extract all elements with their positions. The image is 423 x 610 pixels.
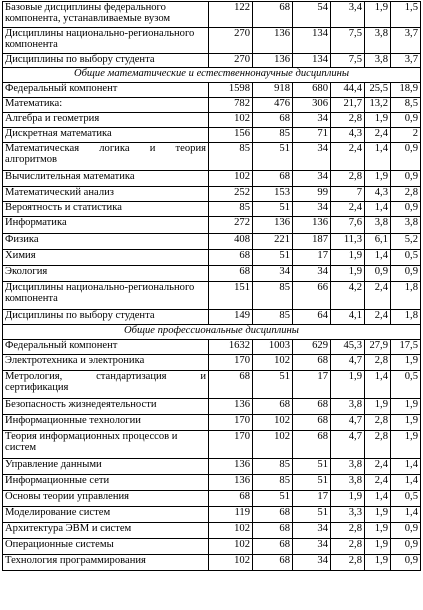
hours-classroom-cell: 85 <box>253 310 293 325</box>
credits-classroom-cell: 2,8 <box>365 355 391 371</box>
discipline-name: Основы теории управления <box>3 491 209 507</box>
hours-total-cell: 136 <box>209 399 253 415</box>
hours-classroom-cell: 153 <box>253 187 293 202</box>
credits-self-study-cell: 1,8 <box>391 282 421 310</box>
hours-self-study-cell: 17 <box>293 250 331 266</box>
hours-total-cell: 119 <box>209 507 253 523</box>
credits-self-study-cell: 0,9 <box>391 202 421 217</box>
table-row <box>3 128 421 143</box>
table-row <box>3 475 421 491</box>
hours-total-cell: 1632 <box>209 340 253 355</box>
credits-total-cell: 1,9 <box>331 491 365 507</box>
hours-total-cell: 102 <box>209 523 253 539</box>
hours-self-study-cell: 134 <box>293 28 331 54</box>
credits-total-cell: 21,7 <box>331 98 365 113</box>
discipline-name: Архитектура ЭВМ и систем <box>3 523 209 539</box>
hours-total-cell: 102 <box>209 171 253 187</box>
credits-total-cell: 44,4 <box>331 83 365 98</box>
hours-classroom-cell: 476 <box>253 98 293 113</box>
credits-total-cell: 11,3 <box>331 234 365 250</box>
discipline-name: Дисциплины национально-регионального компонента <box>3 282 209 310</box>
hours-classroom-cell: 136 <box>253 217 293 234</box>
credits-classroom-cell: 2,4 <box>365 128 391 143</box>
credits-total-cell: 3,8 <box>331 399 365 415</box>
hours-classroom-cell: 102 <box>253 415 293 431</box>
hours-self-study-cell: 187 <box>293 234 331 250</box>
hours-self-study-cell: 71 <box>293 128 331 143</box>
hours-self-study-cell: 17 <box>293 491 331 507</box>
credits-total-cell: 7,5 <box>331 28 365 54</box>
credits-classroom-cell: 2,8 <box>365 415 391 431</box>
discipline-name: Вычислительная математика <box>3 171 209 187</box>
hours-classroom-cell: 68 <box>253 113 293 128</box>
hours-total-cell: 782 <box>209 98 253 113</box>
section-title: Общие профессиональные дисциплины <box>3 325 421 340</box>
credits-classroom-cell: 1,9 <box>365 2 391 28</box>
hours-classroom-cell: 68 <box>253 523 293 539</box>
credits-self-study-cell: 3,7 <box>391 28 421 54</box>
credits-self-study-cell: 1,9 <box>391 399 421 415</box>
section-header-row <box>3 325 421 340</box>
discipline-name: Федеральный компонент <box>3 340 209 355</box>
discipline-name: Теория информационных процессов и систем <box>3 431 209 459</box>
credits-total-cell: 2,8 <box>331 171 365 187</box>
section-header-row <box>3 68 421 83</box>
hours-classroom-cell: 136 <box>253 28 293 54</box>
hours-classroom-cell: 102 <box>253 431 293 459</box>
credits-total-cell: 3,4 <box>331 2 365 28</box>
credits-classroom-cell: 0,9 <box>365 266 391 282</box>
hours-classroom-cell: 68 <box>253 171 293 187</box>
discipline-name: Информационные технологии <box>3 415 209 431</box>
credits-self-study-cell: 0,9 <box>391 113 421 128</box>
hours-classroom-cell: 51 <box>253 491 293 507</box>
credits-self-study-cell: 5,2 <box>391 234 421 250</box>
credits-self-study-cell: 8,5 <box>391 98 421 113</box>
hours-classroom-cell: 102 <box>253 355 293 371</box>
table-body <box>3 2 421 571</box>
credits-classroom-cell: 4,3 <box>365 187 391 202</box>
credits-self-study-cell: 1,8 <box>391 310 421 325</box>
credits-total-cell: 4,7 <box>331 355 365 371</box>
credits-total-cell: 2,8 <box>331 539 365 555</box>
hours-total-cell: 136 <box>209 459 253 475</box>
hours-total-cell: 102 <box>209 555 253 571</box>
credits-total-cell: 45,3 <box>331 340 365 355</box>
table-row <box>3 523 421 539</box>
table-row <box>3 399 421 415</box>
section-title: Общие математические и естественнонаучные дисциплины <box>3 68 421 83</box>
credits-self-study-cell: 18,9 <box>391 83 421 98</box>
credits-total-cell: 4,2 <box>331 282 365 310</box>
hours-total-cell: 102 <box>209 113 253 128</box>
credits-classroom-cell: 27,9 <box>365 340 391 355</box>
hours-self-study-cell: 34 <box>293 171 331 187</box>
hours-self-study-cell: 134 <box>293 54 331 68</box>
hours-classroom-cell: 68 <box>253 399 293 415</box>
table-row <box>3 28 421 54</box>
credits-classroom-cell: 1,4 <box>365 491 391 507</box>
hours-self-study-cell: 136 <box>293 217 331 234</box>
hours-classroom-cell: 68 <box>253 555 293 571</box>
credits-self-study-cell: 3,7 <box>391 54 421 68</box>
hours-total-cell: 408 <box>209 234 253 250</box>
hours-total-cell: 68 <box>209 491 253 507</box>
credits-classroom-cell: 3,8 <box>365 28 391 54</box>
credits-self-study-cell: 1,4 <box>391 507 421 523</box>
credits-classroom-cell: 2,4 <box>365 459 391 475</box>
credits-total-cell: 2,8 <box>331 555 365 571</box>
credits-classroom-cell: 3,8 <box>365 217 391 234</box>
credits-self-study-cell: 1,9 <box>391 355 421 371</box>
credits-total-cell: 2,8 <box>331 523 365 539</box>
credits-self-study-cell: 17,5 <box>391 340 421 355</box>
credits-classroom-cell: 2,4 <box>365 310 391 325</box>
table-row <box>3 202 421 217</box>
curriculum-table <box>2 1 421 571</box>
hours-classroom-cell: 1003 <box>253 340 293 355</box>
discipline-name: Управление данными <box>3 459 209 475</box>
credits-classroom-cell: 1,9 <box>365 171 391 187</box>
hours-classroom-cell: 136 <box>253 54 293 68</box>
credits-classroom-cell: 1,9 <box>365 113 391 128</box>
credits-classroom-cell: 1,9 <box>365 555 391 571</box>
hours-classroom-cell: 221 <box>253 234 293 250</box>
discipline-name: Дисциплины по выбору студента <box>3 310 209 325</box>
credits-classroom-cell: 2,8 <box>365 431 391 459</box>
hours-self-study-cell: 68 <box>293 431 331 459</box>
discipline-name: Физика <box>3 234 209 250</box>
credits-total-cell: 1,9 <box>331 266 365 282</box>
hours-classroom-cell: 918 <box>253 83 293 98</box>
credits-self-study-cell: 0,5 <box>391 250 421 266</box>
discipline-name: Моделирование систем <box>3 507 209 523</box>
table-row <box>3 266 421 282</box>
credits-total-cell: 7 <box>331 187 365 202</box>
hours-classroom-cell: 68 <box>253 507 293 523</box>
table-row <box>3 415 421 431</box>
table-row <box>3 217 421 234</box>
hours-self-study-cell: 99 <box>293 187 331 202</box>
credits-self-study-cell: 1,5 <box>391 2 421 28</box>
credits-classroom-cell: 1,9 <box>365 507 391 523</box>
discipline-name: Дисциплины по выбору студента <box>3 54 209 68</box>
credits-total-cell: 7,5 <box>331 54 365 68</box>
table-row <box>3 54 421 68</box>
table-row <box>3 459 421 475</box>
credits-classroom-cell: 1,9 <box>365 523 391 539</box>
hours-self-study-cell: 34 <box>293 539 331 555</box>
credits-total-cell: 3,3 <box>331 507 365 523</box>
hours-self-study-cell: 680 <box>293 83 331 98</box>
hours-total-cell: 102 <box>209 539 253 555</box>
credits-self-study-cell: 2,8 <box>391 187 421 202</box>
credits-classroom-cell: 1,4 <box>365 371 391 399</box>
discipline-name: Математический анализ <box>3 187 209 202</box>
discipline-name: Безопасность жизнедеятельности <box>3 399 209 415</box>
hours-self-study-cell: 66 <box>293 282 331 310</box>
hours-total-cell: 68 <box>209 250 253 266</box>
table-row <box>3 371 421 399</box>
hours-classroom-cell: 85 <box>253 459 293 475</box>
credits-self-study-cell: 1,9 <box>391 431 421 459</box>
discipline-name: Федеральный компонент <box>3 83 209 98</box>
credits-self-study-cell: 0,9 <box>391 539 421 555</box>
hours-total-cell: 270 <box>209 28 253 54</box>
credits-total-cell: 1,9 <box>331 250 365 266</box>
table-row <box>3 187 421 202</box>
hours-classroom-cell: 85 <box>253 475 293 491</box>
credits-total-cell: 3,8 <box>331 459 365 475</box>
credits-classroom-cell: 13,2 <box>365 98 391 113</box>
table-row <box>3 143 421 171</box>
credits-total-cell: 2,4 <box>331 202 365 217</box>
table-row <box>3 310 421 325</box>
credits-classroom-cell: 1,4 <box>365 250 391 266</box>
credits-total-cell: 7,6 <box>331 217 365 234</box>
hours-self-study-cell: 34 <box>293 143 331 171</box>
table-row <box>3 83 421 98</box>
credits-classroom-cell: 1,9 <box>365 399 391 415</box>
table-row <box>3 555 421 571</box>
hours-total-cell: 272 <box>209 217 253 234</box>
credits-classroom-cell: 3,8 <box>365 54 391 68</box>
discipline-name: Информатика <box>3 217 209 234</box>
credits-self-study-cell: 0,5 <box>391 371 421 399</box>
hours-self-study-cell: 629 <box>293 340 331 355</box>
credits-self-study-cell: 0,9 <box>391 555 421 571</box>
credits-classroom-cell: 1,4 <box>365 143 391 171</box>
hours-self-study-cell: 34 <box>293 113 331 128</box>
credits-total-cell: 2,4 <box>331 143 365 171</box>
hours-total-cell: 170 <box>209 415 253 431</box>
credits-self-study-cell: 0,5 <box>391 491 421 507</box>
credits-self-study-cell: 0,9 <box>391 523 421 539</box>
discipline-name: Базовые дисциплины федерального компонента, устанавливаемые вузом <box>3 2 209 28</box>
credits-self-study-cell: 0,9 <box>391 143 421 171</box>
hours-self-study-cell: 51 <box>293 459 331 475</box>
hours-total-cell: 136 <box>209 475 253 491</box>
hours-classroom-cell: 51 <box>253 250 293 266</box>
discipline-name: Операционные системы <box>3 539 209 555</box>
hours-self-study-cell: 51 <box>293 507 331 523</box>
table-row <box>3 539 421 555</box>
credits-self-study-cell: 0,9 <box>391 266 421 282</box>
discipline-name: Дискретная математика <box>3 128 209 143</box>
hours-classroom-cell: 68 <box>253 2 293 28</box>
hours-total-cell: 68 <box>209 371 253 399</box>
hours-total-cell: 252 <box>209 187 253 202</box>
hours-self-study-cell: 68 <box>293 415 331 431</box>
table-row <box>3 234 421 250</box>
credits-total-cell: 4,3 <box>331 128 365 143</box>
credits-self-study-cell: 1,4 <box>391 475 421 491</box>
credits-total-cell: 2,8 <box>331 113 365 128</box>
table-row <box>3 282 421 310</box>
hours-classroom-cell: 51 <box>253 143 293 171</box>
discipline-name: Математика: <box>3 98 209 113</box>
table-row <box>3 98 421 113</box>
hours-classroom-cell: 85 <box>253 282 293 310</box>
table-row <box>3 250 421 266</box>
hours-classroom-cell: 51 <box>253 202 293 217</box>
hours-self-study-cell: 68 <box>293 399 331 415</box>
hours-total-cell: 151 <box>209 282 253 310</box>
hours-total-cell: 156 <box>209 128 253 143</box>
hours-self-study-cell: 51 <box>293 475 331 491</box>
table-row <box>3 171 421 187</box>
table-row <box>3 340 421 355</box>
table-row <box>3 491 421 507</box>
hours-classroom-cell: 34 <box>253 266 293 282</box>
hours-total-cell: 149 <box>209 310 253 325</box>
table-row <box>3 113 421 128</box>
credits-classroom-cell: 1,9 <box>365 539 391 555</box>
hours-classroom-cell: 68 <box>253 539 293 555</box>
hours-total-cell: 85 <box>209 202 253 217</box>
hours-classroom-cell: 51 <box>253 371 293 399</box>
credits-total-cell: 4,7 <box>331 415 365 431</box>
hours-self-study-cell: 17 <box>293 371 331 399</box>
credits-self-study-cell: 2 <box>391 128 421 143</box>
credits-total-cell: 1,9 <box>331 371 365 399</box>
credits-classroom-cell: 2,4 <box>365 282 391 310</box>
hours-self-study-cell: 68 <box>293 355 331 371</box>
hours-total-cell: 1598 <box>209 83 253 98</box>
hours-self-study-cell: 34 <box>293 523 331 539</box>
discipline-name: Экология <box>3 266 209 282</box>
discipline-name: Электротехника и электроника <box>3 355 209 371</box>
hours-self-study-cell: 34 <box>293 266 331 282</box>
hours-classroom-cell: 85 <box>253 128 293 143</box>
credits-classroom-cell: 1,4 <box>365 202 391 217</box>
hours-self-study-cell: 34 <box>293 555 331 571</box>
credits-total-cell: 4,1 <box>331 310 365 325</box>
table-row <box>3 507 421 523</box>
discipline-name: Математическая логика и теория алгоритмов <box>3 143 209 171</box>
credits-self-study-cell: 1,9 <box>391 415 421 431</box>
credits-total-cell: 4,7 <box>331 431 365 459</box>
discipline-name: Технология программирования <box>3 555 209 571</box>
hours-self-study-cell: 54 <box>293 2 331 28</box>
discipline-name: Метрология, стандартизация и сертификация <box>3 371 209 399</box>
discipline-name: Информационные сети <box>3 475 209 491</box>
credits-self-study-cell: 1,4 <box>391 459 421 475</box>
discipline-name: Химия <box>3 250 209 266</box>
hours-total-cell: 85 <box>209 143 253 171</box>
discipline-name: Дисциплины национально-регионального компонента <box>3 28 209 54</box>
hours-total-cell: 68 <box>209 266 253 282</box>
hours-self-study-cell: 306 <box>293 98 331 113</box>
credits-classroom-cell: 6,1 <box>365 234 391 250</box>
hours-total-cell: 170 <box>209 431 253 459</box>
credits-self-study-cell: 0,9 <box>391 171 421 187</box>
credits-classroom-cell: 25,5 <box>365 83 391 98</box>
discipline-name: Алгебра и геометрия <box>3 113 209 128</box>
table-row <box>3 431 421 459</box>
hours-total-cell: 170 <box>209 355 253 371</box>
discipline-name: Вероятность и статистика <box>3 202 209 217</box>
table-row <box>3 2 421 28</box>
table-row <box>3 355 421 371</box>
hours-self-study-cell: 34 <box>293 202 331 217</box>
credits-classroom-cell: 2,4 <box>365 475 391 491</box>
hours-total-cell: 122 <box>209 2 253 28</box>
hours-self-study-cell: 64 <box>293 310 331 325</box>
credits-self-study-cell: 3,8 <box>391 217 421 234</box>
hours-total-cell: 270 <box>209 54 253 68</box>
credits-total-cell: 3,8 <box>331 475 365 491</box>
